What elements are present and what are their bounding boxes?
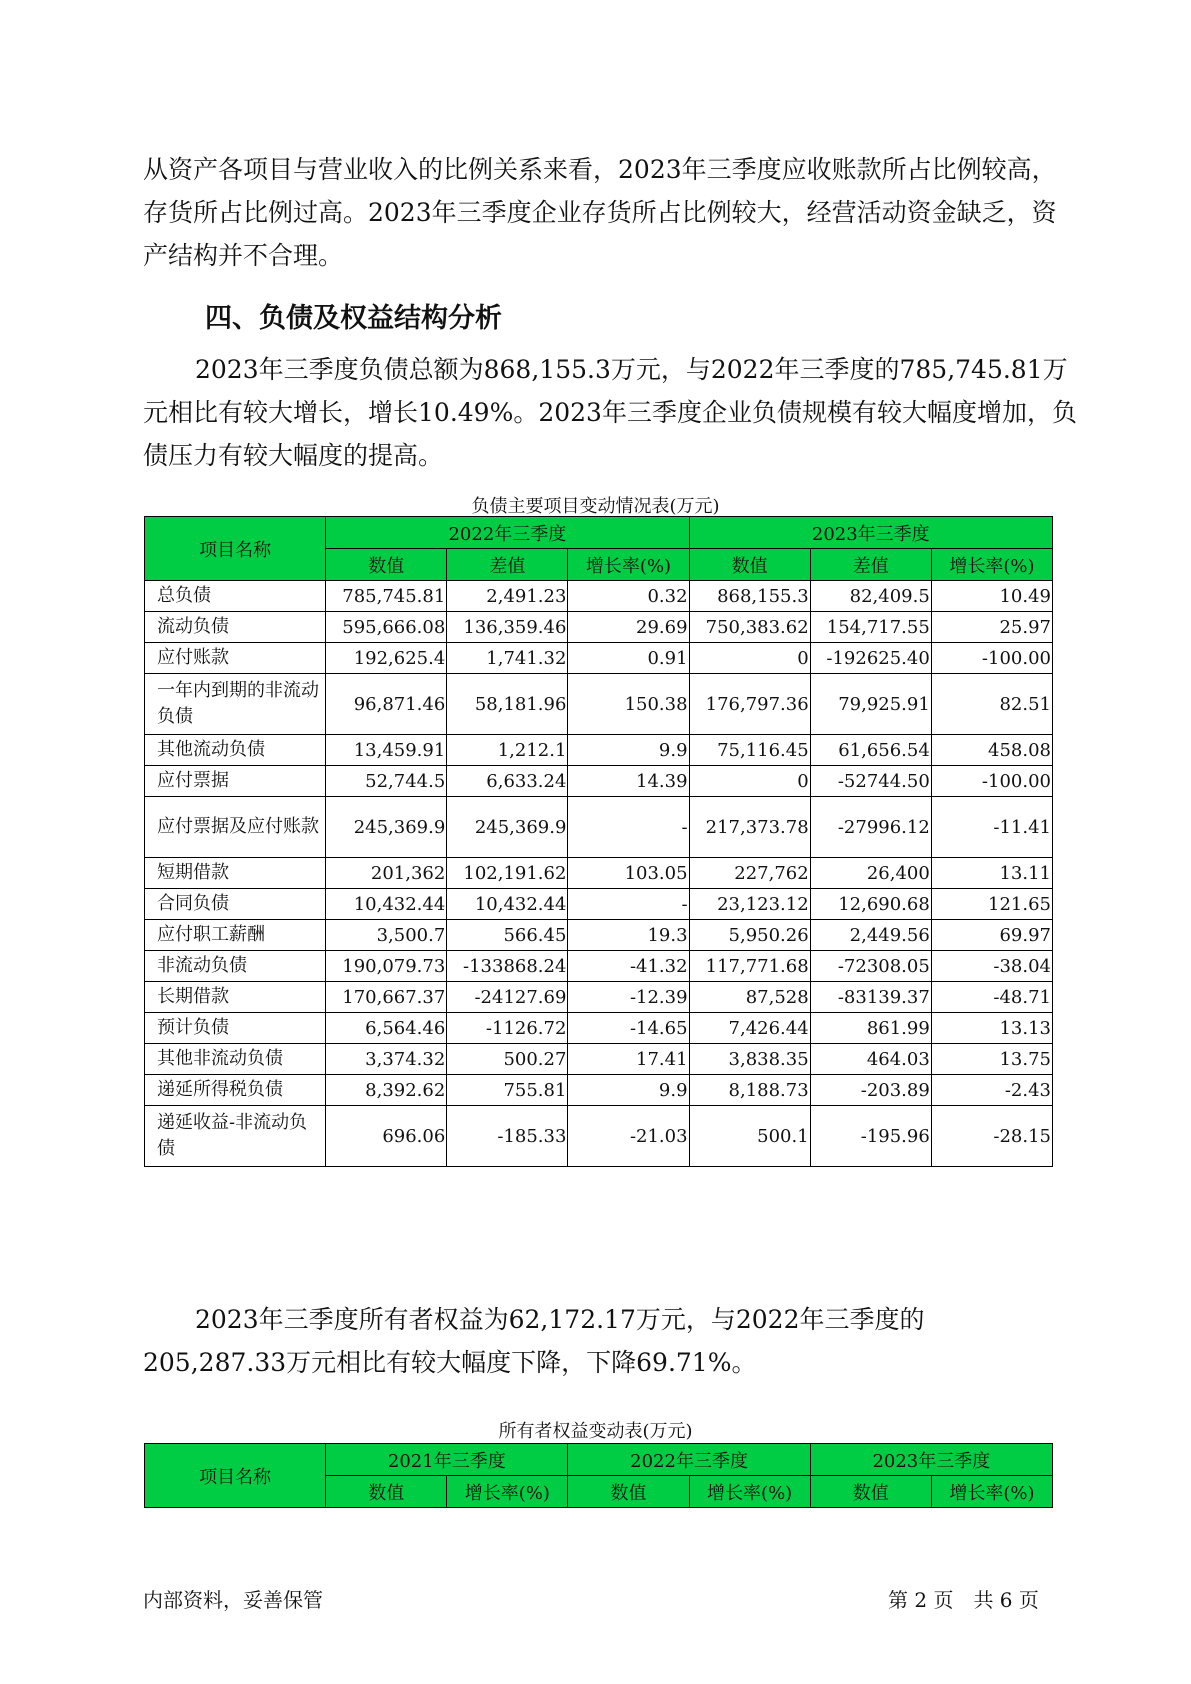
table-cell: 5,950.26 — [689, 920, 810, 951]
table-cell: 3,500.7 — [326, 920, 447, 951]
table-cell: 13.75 — [931, 1044, 1052, 1075]
row-label: 应付账款 — [145, 643, 326, 674]
sub-header: 增长率(%) — [931, 1476, 1052, 1508]
table-cell: -100.00 — [931, 643, 1052, 674]
table-cell: -14.65 — [568, 1013, 689, 1044]
table-cell: 3,838.35 — [689, 1044, 810, 1075]
table-cell: 69.97 — [931, 920, 1052, 951]
table-row — [145, 735, 1053, 766]
table-cell: 52,744.5 — [326, 766, 447, 797]
table-cell: 217,373.78 — [689, 797, 810, 858]
table-cell: 750,383.62 — [689, 612, 810, 643]
table-row — [145, 1106, 1053, 1167]
table-row — [145, 581, 1053, 612]
table-cell: 121.65 — [931, 889, 1052, 920]
table-cell: 12,690.68 — [810, 889, 931, 920]
table-cell: -100.00 — [931, 766, 1052, 797]
table-cell: 464.03 — [810, 1044, 931, 1075]
table-cell: 0 — [689, 643, 810, 674]
table-cell: 10,432.44 — [326, 889, 447, 920]
table-cell: -48.71 — [931, 982, 1052, 1013]
table-cell: 201,362 — [326, 858, 447, 889]
sub-header: 增长率(%) — [568, 549, 689, 581]
footer-page-number: 第 2 页 共 6 页 — [888, 1588, 1039, 1612]
table-cell: 82.51 — [931, 674, 1052, 735]
table-cell: 87,528 — [689, 982, 810, 1013]
table-cell: 458.08 — [931, 735, 1052, 766]
table-cell: 227,762 — [689, 858, 810, 889]
row-label: 短期借款 — [145, 858, 326, 889]
table-cell: 102,191.62 — [447, 858, 568, 889]
row-label: 应付票据及应付账款 — [145, 797, 326, 858]
table-cell: 566.45 — [447, 920, 568, 951]
row-label: 非流动负债 — [145, 951, 326, 982]
table-cell: 17.41 — [568, 1044, 689, 1075]
footer-confidential-note: 内部资料，妥善保管 — [143, 1588, 323, 1612]
table-cell: 755.81 — [447, 1075, 568, 1106]
row-label: 递延收益-非流动负债 — [145, 1106, 326, 1167]
table-cell: 103.05 — [568, 858, 689, 889]
table-cell: -83139.37 — [810, 982, 931, 1013]
liability-table-body — [145, 581, 1053, 1167]
sub-header: 数值 — [568, 1476, 689, 1508]
table-cell: 19.3 — [568, 920, 689, 951]
sub-header: 差值 — [810, 549, 931, 581]
table-cell: 6,633.24 — [447, 766, 568, 797]
table-cell: -24127.69 — [447, 982, 568, 1013]
table-cell: 13,459.91 — [326, 735, 447, 766]
table-cell: 696.06 — [326, 1106, 447, 1167]
equity-table-caption: 所有者权益变动表(万元) — [498, 1421, 693, 1442]
table-cell: 61,656.54 — [810, 735, 931, 766]
table-cell: 245,369.9 — [447, 797, 568, 858]
table-cell: -192625.40 — [810, 643, 931, 674]
table-cell: -12.39 — [568, 982, 689, 1013]
row-label: 应付职工薪酬 — [145, 920, 326, 951]
table-cell: -133868.24 — [447, 951, 568, 982]
table-cell: 26,400 — [810, 858, 931, 889]
table-cell: 29.69 — [568, 612, 689, 643]
table-cell: 0.91 — [568, 643, 689, 674]
table-cell: 176,797.36 — [689, 674, 810, 735]
table-cell: 75,116.45 — [689, 735, 810, 766]
liability-header-row-periods — [145, 517, 1053, 549]
table-cell: -28.15 — [931, 1106, 1052, 1167]
item-name-header: 项目名称 — [145, 517, 326, 581]
section-heading: 四、负债及权益结构分析 — [205, 303, 502, 334]
table-cell: 23,123.12 — [689, 889, 810, 920]
table-cell: -2.43 — [931, 1075, 1052, 1106]
period-header-2022: 2022年三季度 — [326, 517, 689, 549]
row-label: 其他非流动负债 — [145, 1044, 326, 1075]
table-cell: 500.1 — [689, 1106, 810, 1167]
table-cell: 13.13 — [931, 1013, 1052, 1044]
table-cell: 1,741.32 — [447, 643, 568, 674]
table-row — [145, 858, 1053, 889]
table-cell: 1,212.1 — [447, 735, 568, 766]
table-cell: 117,771.68 — [689, 951, 810, 982]
table-row — [145, 951, 1053, 982]
table-row — [145, 797, 1053, 858]
table-cell: 500.27 — [447, 1044, 568, 1075]
table-cell: 192,625.4 — [326, 643, 447, 674]
table-cell: -185.33 — [447, 1106, 568, 1167]
table-cell: 2,491.23 — [447, 581, 568, 612]
table-cell: 82,409.5 — [810, 581, 931, 612]
table-cell: 96,871.46 — [326, 674, 447, 735]
equity-table — [144, 1443, 1053, 1508]
table-cell: - — [568, 889, 689, 920]
table-cell: -27996.12 — [810, 797, 931, 858]
table-cell: 136,359.46 — [447, 612, 568, 643]
table-row — [145, 1075, 1053, 1106]
table-cell: 154,717.55 — [810, 612, 931, 643]
table-cell: 8,392.62 — [326, 1075, 447, 1106]
table-cell: -21.03 — [568, 1106, 689, 1167]
row-label: 其他流动负债 — [145, 735, 326, 766]
period-header-2023: 2023年三季度 — [689, 517, 1052, 549]
table-row — [145, 1044, 1053, 1075]
table-row — [145, 1013, 1053, 1044]
table-row — [145, 674, 1053, 735]
equity-paragraph: 2023年三季度所有者权益为62,172.17万元，与2022年三季度的205,287.33万元相比有较大幅度下降，下降69.71%。 — [143, 1305, 925, 1377]
table-cell: -11.41 — [931, 797, 1052, 858]
table-row — [145, 920, 1053, 951]
equity-header-row-periods — [145, 1444, 1053, 1476]
period-header-2022: 2022年三季度 — [568, 1444, 810, 1476]
table-cell: -38.04 — [931, 951, 1052, 982]
row-label: 一年内到期的非流动负债 — [145, 674, 326, 735]
table-cell: 13.11 — [931, 858, 1052, 889]
table-row — [145, 766, 1053, 797]
liability-table-caption: 负债主要项目变动情况表(万元) — [471, 496, 720, 517]
period-header-2023: 2023年三季度 — [810, 1444, 1052, 1476]
row-label: 流动负债 — [145, 612, 326, 643]
table-cell: 9.9 — [568, 735, 689, 766]
table-cell: -72308.05 — [810, 951, 931, 982]
table-row — [145, 643, 1053, 674]
table-cell: 25.97 — [931, 612, 1052, 643]
table-cell: 0 — [689, 766, 810, 797]
table-row — [145, 982, 1053, 1013]
table-cell: 7,426.44 — [689, 1013, 810, 1044]
table-cell: 79,925.91 — [810, 674, 931, 735]
item-name-header: 项目名称 — [145, 1444, 326, 1508]
table-cell: 0.32 — [568, 581, 689, 612]
table-cell: 170,667.37 — [326, 982, 447, 1013]
table-cell: -1126.72 — [447, 1013, 568, 1044]
row-label: 合同负债 — [145, 889, 326, 920]
table-cell: 190,079.73 — [326, 951, 447, 982]
row-label: 总负债 — [145, 581, 326, 612]
table-cell: -203.89 — [810, 1075, 931, 1106]
table-cell: 9.9 — [568, 1075, 689, 1106]
table-cell: 861.99 — [810, 1013, 931, 1044]
table-cell: 150.38 — [568, 674, 689, 735]
row-label: 递延所得税负债 — [145, 1075, 326, 1106]
table-cell: 8,188.73 — [689, 1075, 810, 1106]
sub-header: 增长率(%) — [447, 1476, 568, 1508]
sub-header: 数值 — [326, 549, 447, 581]
liability-table — [144, 516, 1053, 1167]
sub-header: 增长率(%) — [931, 549, 1052, 581]
row-label: 预计负债 — [145, 1013, 326, 1044]
sub-header: 数值 — [810, 1476, 931, 1508]
sub-header: 数值 — [326, 1476, 447, 1508]
table-cell: 868,155.3 — [689, 581, 810, 612]
table-cell: 10.49 — [931, 581, 1052, 612]
table-cell: 10,432.44 — [447, 889, 568, 920]
table-cell: 595,666.08 — [326, 612, 447, 643]
row-label: 应付票据 — [145, 766, 326, 797]
liability-paragraph: 2023年三季度负债总额为868,155.3万元，与2022年三季度的785,745.81万元相比有较大增长，增长10.49%。2023年三季度企业负债规模有较大幅度增加，负债压力有较大幅度的提高。 — [143, 355, 1077, 470]
table-cell: 14.39 — [568, 766, 689, 797]
table-cell: -41.32 — [568, 951, 689, 982]
table-row — [145, 612, 1053, 643]
sub-header: 差值 — [447, 549, 568, 581]
table-cell: 3,374.32 — [326, 1044, 447, 1075]
table-cell: 58,181.96 — [447, 674, 568, 735]
table-cell: 2,449.56 — [810, 920, 931, 951]
sub-header: 数值 — [689, 549, 810, 581]
table-cell: -52744.50 — [810, 766, 931, 797]
table-cell: -195.96 — [810, 1106, 931, 1167]
row-label: 长期借款 — [145, 982, 326, 1013]
table-cell: 785,745.81 — [326, 581, 447, 612]
sub-header: 增长率(%) — [689, 1476, 810, 1508]
table-row — [145, 889, 1053, 920]
intro-paragraph: 从资产各项目与营业收入的比例关系来看，2023年三季度应收账款所占比例较高，存货所占比例过高。2023年三季度企业存货所占比例较大，经营活动资金缺乏，资产结构并不合理。 — [143, 155, 1057, 270]
table-cell: 6,564.46 — [326, 1013, 447, 1044]
table-cell: 245,369.9 — [326, 797, 447, 858]
period-header-2021: 2021年三季度 — [326, 1444, 568, 1476]
table-cell: - — [568, 797, 689, 858]
